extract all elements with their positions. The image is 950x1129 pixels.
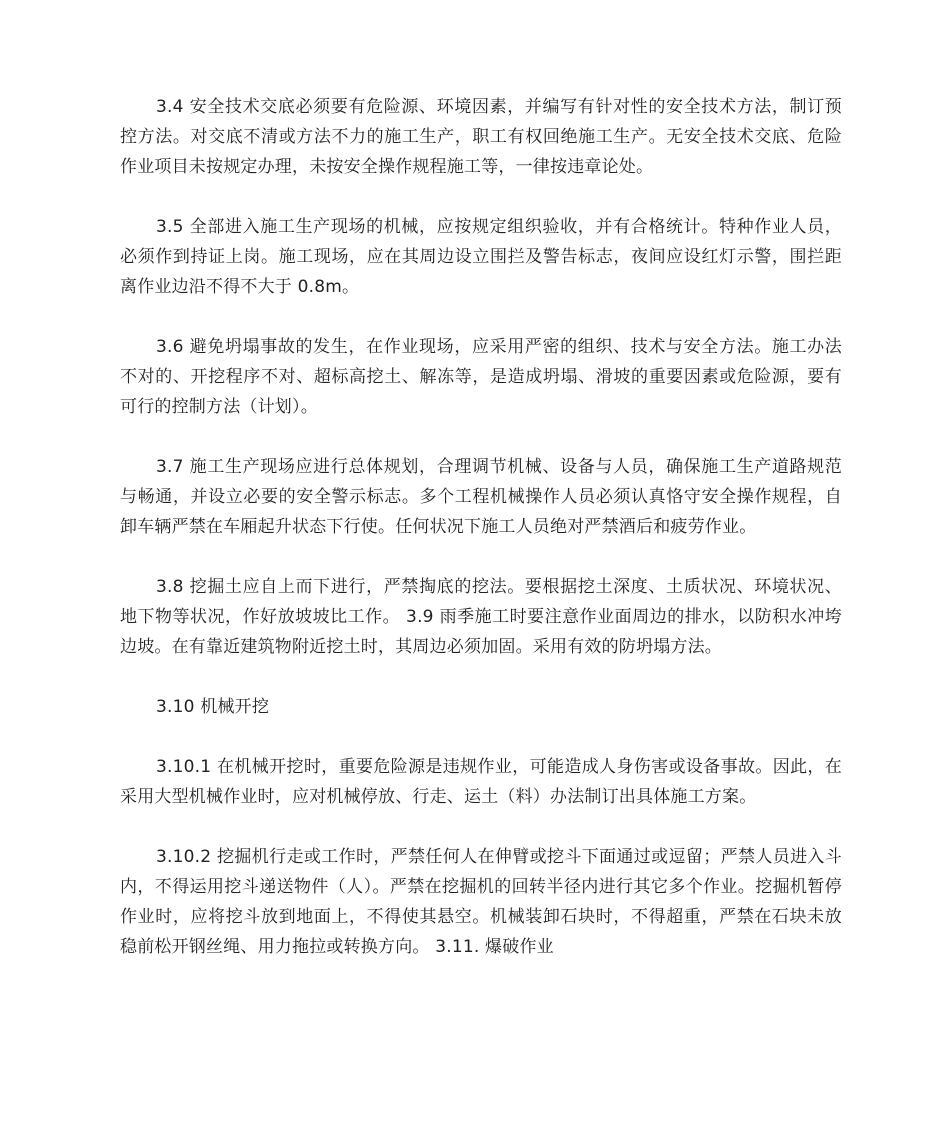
document-body	[120, 92, 842, 962]
paragraph-3-4: 3.4 安全技术交底必须要有危险源、环境因素，并编写有针对性的安全技术方法，制订预控方法。对交底不清或方法不力的施工生产，职工有权回绝施工生产。无安全技术交底、危险作业项目未按规定办理，未按安全操作规程施工等，一律按违章论处。	[120, 97, 842, 177]
paragraph-3-10-2: 3.10.2 挖掘机行走或工作时，严禁任何人在伸臂或挖斗下面通过或逗留；严禁人员进入斗内，不得运用挖斗递送物件（人）。严禁在挖掘机的回转半径内进行其它多个作业。挖掘机暂停作业时，应将挖斗放到地面上，不得使其悬空。机械装卸石块时，不得超重，严禁在石块未放稳前松开钢丝绳、用力拖拉或转换方向。 3.11. 爆破作业	[120, 847, 842, 957]
paragraph-3-6: 3.6 避免坍塌事故的发生，在作业现场，应采用严密的组织、技术与安全方法。施工办法不对的、开挖程序不对、超标高挖土、解冻等，是造成坍塌、滑坡的重要因素或危险源，要有可行的控制方法（计划）。	[120, 337, 842, 417]
paragraph-3-10-1: 3.10.1 在机械开挖时，重要危险源是违规作业，可能造成人身伤害或设备事故。因此，在采用大型机械作业时，应对机械停放、行走、运土（料）办法制订出具体施工方案。	[120, 757, 842, 807]
paragraph-3-5: 3.5 全部进入施工生产现场的机械，应按规定组织验收，并有合格统计。特种作业人员，必须作到持证上岗。施工现场，应在其周边设立围拦及警告标志，夜间应设红灯示警，围拦距离作业边沿不得不大于 0.8m。	[120, 217, 842, 297]
paragraph-3-8-3-9: 3.8 挖掘土应自上而下进行，严禁掏底的挖法。要根据挖土深度、土质状况、环境状况、地下物等状况，作好放坡坡比工作。 3.9 雨季施工时要注意作业面周边的排水，以防积水冲垮边坡。在有靠近建筑物附近挖土时，其周边必须加固。采用有效的防坍塌方法。	[120, 577, 842, 657]
paragraph-3-7: 3.7 施工生产现场应进行总体规划，合理调节机械、设备与人员，确保施工生产道路规范与畅通，并设立必要的安全警示标志。多个工程机械操作人员必须认真恪守安全操作规程，自卸车辆严禁在车厢起升状态下行使。任何状况下施工人员绝对严禁酒后和疲劳作业。	[120, 457, 842, 537]
section-heading-3-10: 3.10 机械开挖	[156, 697, 270, 717]
